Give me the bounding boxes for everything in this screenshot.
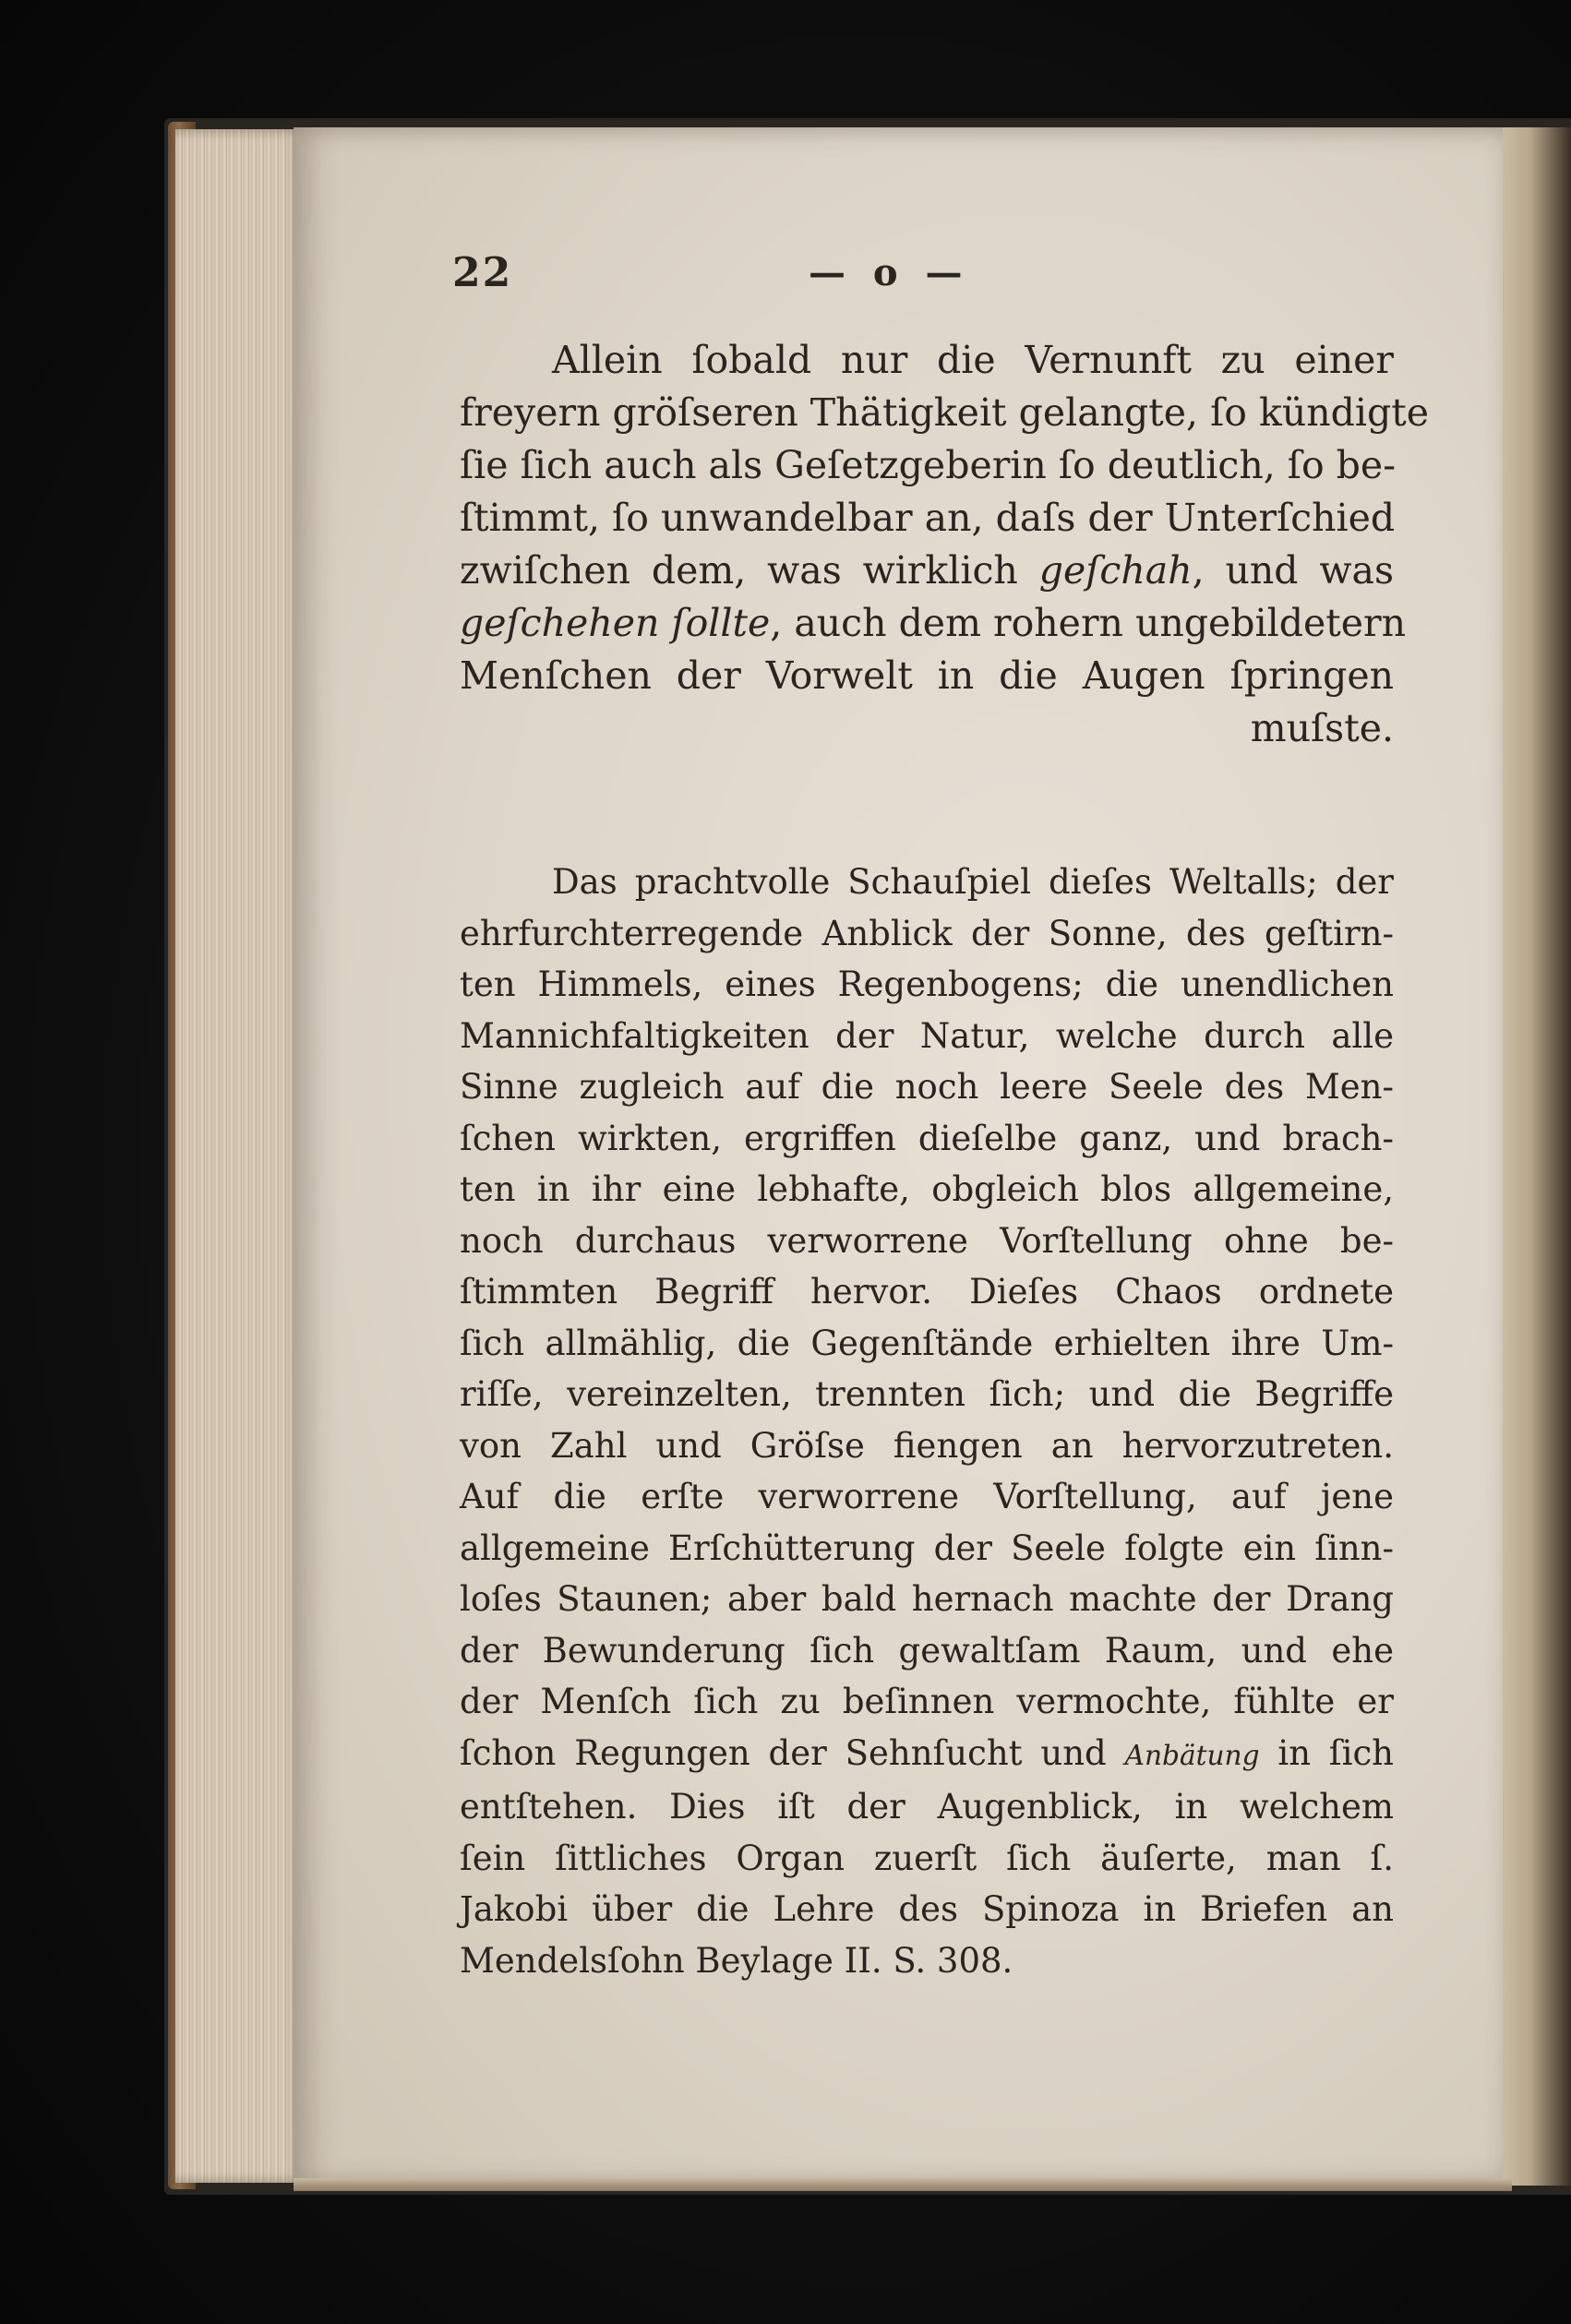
text-line: der Menſch ſich zu beſinnen vermochte, fühlte er xyxy=(460,1682,1394,1721)
page-number: 22 xyxy=(452,249,513,296)
text-line xyxy=(460,545,1394,597)
text-segment: , und was xyxy=(1192,548,1394,593)
italic-emphasis: Anbätung xyxy=(1124,1739,1260,1771)
text-line: ten Himmels, eines Regenbogens; die unendlichen xyxy=(460,964,1394,1004)
paragraph-2 xyxy=(460,857,1394,1986)
text-line: Sinne zugleich auf die noch leere Seele des Men- xyxy=(460,1067,1394,1107)
text-line: der Bewunderung ſich gewaltſam Raum, und ehe xyxy=(460,1630,1394,1671)
italic-emphasis: geſchehen ſollte xyxy=(460,601,771,645)
text-line: ſich allmählig, die Gegenſtände erhielten ihre Um- xyxy=(460,1323,1394,1363)
text-line: ſchen wirkten, ergriffen dieſelbe ganz, und brach- xyxy=(460,1118,1394,1158)
page-bottom-edge xyxy=(294,2178,1512,2191)
text-segment: , auch dem rohern ungebildetern xyxy=(770,601,1407,645)
text-line xyxy=(460,597,1407,650)
text-line xyxy=(460,1728,1394,1782)
text-line: ſein ſittliches Organ zuerſt ſich äuſerte, man ſ. xyxy=(460,1838,1394,1878)
page-right-edge xyxy=(1503,127,1571,2186)
text-line: freyern gröſseren Thätigkeit gelangte, ſo kündigte xyxy=(460,390,1429,435)
text-line: riſſe, vereinzelten, trennten ſich; und die Begriffe xyxy=(460,1374,1394,1414)
text-line: Mannichfaltigkeiten der Natur, welche durch alle xyxy=(460,1015,1394,1056)
text-line: ſtimmten Begriff hervor. Dieſes Chaos ordnete xyxy=(460,1272,1394,1312)
text-line: Mendelsſohn Beylage II. S. 308. xyxy=(460,1940,1013,1981)
text-line: muſste. xyxy=(1250,706,1394,750)
text-line: allgemeine Erſchütterung der Seele folgte ein ſinn- xyxy=(460,1527,1394,1568)
text-line: Menſchen der Vorwelt in die Augen ſpringen xyxy=(460,653,1394,698)
header-separator: — o — xyxy=(809,251,970,294)
text-segment: in ſich xyxy=(1259,1732,1395,1773)
page-header xyxy=(452,249,1043,305)
text-line: Auf die erſte verworrene Vorſtellung, auf jene xyxy=(460,1477,1394,1516)
text-line: ſtimmt, ſo unwandelbar an, daſs der Unterſchied xyxy=(460,496,1396,540)
text-line: Jakobi über die Lehre des Spinoza in Briefen an xyxy=(460,1889,1394,1929)
text-segment: ſchon Regungen der Sehnſucht und xyxy=(460,1732,1125,1773)
text-line: loſes Staunen; aber bald hernach machte der Drang xyxy=(460,1579,1394,1619)
text-line: Allein ſobald nur die Vernunft zu einer xyxy=(552,338,1394,382)
text-line: ehrfurchterregende Anblick der Sonne, des geſtirn- xyxy=(460,913,1394,953)
text-line: Das prachtvolle Schauſpiel dieſes Weltalls; der xyxy=(552,862,1394,902)
text-line: ſie ſich auch als Geſetzgeberin ſo deutlich, ſo be- xyxy=(460,443,1397,487)
italic-emphasis: geſchah xyxy=(1038,548,1193,593)
text-line: entſtehen. Dies iſt der Augenblick, in welchem xyxy=(460,1787,1394,1827)
page-edges xyxy=(175,129,305,2183)
paragraph-1 xyxy=(460,334,1429,755)
text-segment: zwiſchen dem, was wirklich xyxy=(460,548,1039,593)
text-line: ten in ihr eine lebhafte, obgleich blos allgemeine, xyxy=(460,1169,1394,1209)
text-line: noch durchaus verworrene Vorſtellung ohne be- xyxy=(460,1220,1394,1261)
text-line: von Zahl und Gröſse fiengen an hervorzutreten. xyxy=(460,1425,1394,1466)
